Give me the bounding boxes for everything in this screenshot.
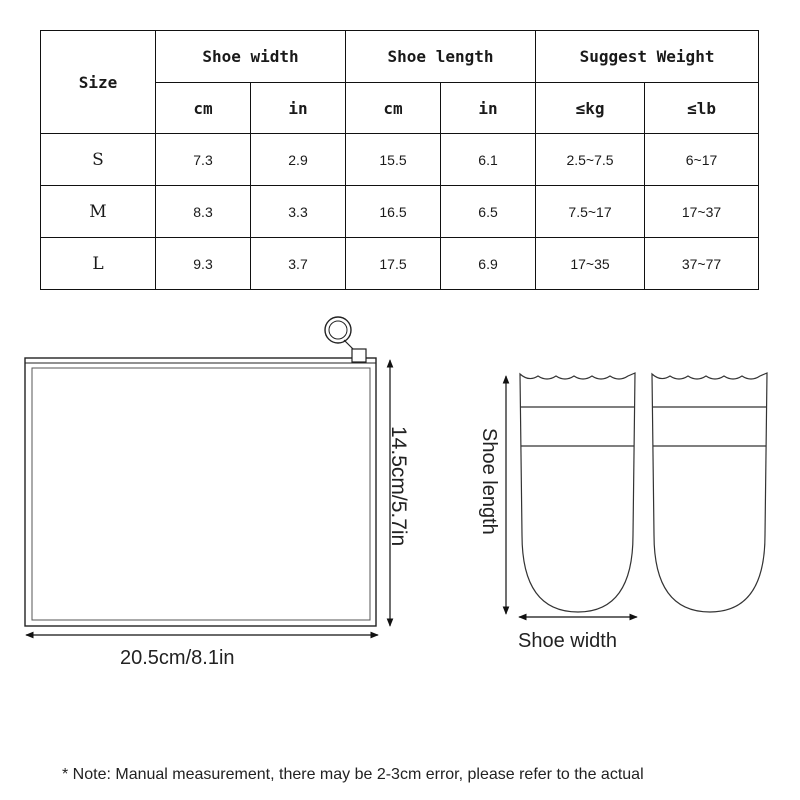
table-row (41, 238, 759, 290)
width-cm-cell: 8.3 (156, 186, 251, 238)
weight-lb-cell: 17~37 (645, 186, 759, 238)
shoe-length-label: Shoe length (478, 428, 500, 535)
shoe-width-header: Shoe width (156, 31, 346, 83)
width-in-cell: 3.3 (251, 186, 346, 238)
width-cm-cell: 9.3 (156, 238, 251, 290)
width-cm-cell: 7.3 (156, 134, 251, 186)
size-cell: L (41, 238, 156, 290)
length-cm-cell: 15.5 (346, 134, 441, 186)
length-in-cell: 6.9 (441, 238, 536, 290)
unit-weight-lb: ≤lb (645, 83, 759, 134)
pouch-height-label: 14.5cm/5.7in (387, 426, 410, 547)
shoe-drawing (520, 373, 767, 612)
pouch-inner-panel (32, 368, 370, 620)
table-header-row (41, 31, 759, 83)
unit-weight-kg: ≤kg (536, 83, 645, 134)
unit-length-cm: cm (346, 83, 441, 134)
size-cell: S (41, 134, 156, 186)
unit-width-cm: cm (156, 83, 251, 134)
suggest-weight-header: Suggest Weight (536, 31, 759, 83)
measurement-note: * Note: Manual measurement, there may be 2-3cm error, please refer to the actual (62, 766, 644, 783)
size-header: Size (41, 31, 156, 134)
table-row (41, 134, 759, 186)
size-chart-table (40, 30, 759, 290)
shoe-width-label: Shoe width (518, 630, 617, 652)
pouch-outline (25, 358, 376, 626)
length-in-cell: 6.1 (441, 134, 536, 186)
shoe-length-header: Shoe length (346, 31, 536, 83)
length-cm-cell: 16.5 (346, 186, 441, 238)
unit-width-in: in (251, 83, 346, 134)
left-sock-outline (520, 373, 635, 612)
zipper-ring-inner (329, 321, 347, 339)
right-sock-outline (652, 373, 767, 612)
length-cm-cell: 17.5 (346, 238, 441, 290)
pouch-drawing (25, 317, 376, 626)
weight-kg-cell: 7.5~17 (536, 186, 645, 238)
zipper-slider (352, 349, 366, 362)
length-in-cell: 6.5 (441, 186, 536, 238)
weight-lb-cell: 37~77 (645, 238, 759, 290)
measurement-diagram (0, 300, 800, 670)
table-row (41, 186, 759, 238)
unit-length-in: in (441, 83, 536, 134)
weight-lb-cell: 6~17 (645, 134, 759, 186)
weight-kg-cell: 2.5~7.5 (536, 134, 645, 186)
size-cell: M (41, 186, 156, 238)
pouch-width-label: 20.5cm/8.1in (120, 647, 235, 669)
width-in-cell: 3.7 (251, 238, 346, 290)
weight-kg-cell: 17~35 (536, 238, 645, 290)
width-in-cell: 2.9 (251, 134, 346, 186)
